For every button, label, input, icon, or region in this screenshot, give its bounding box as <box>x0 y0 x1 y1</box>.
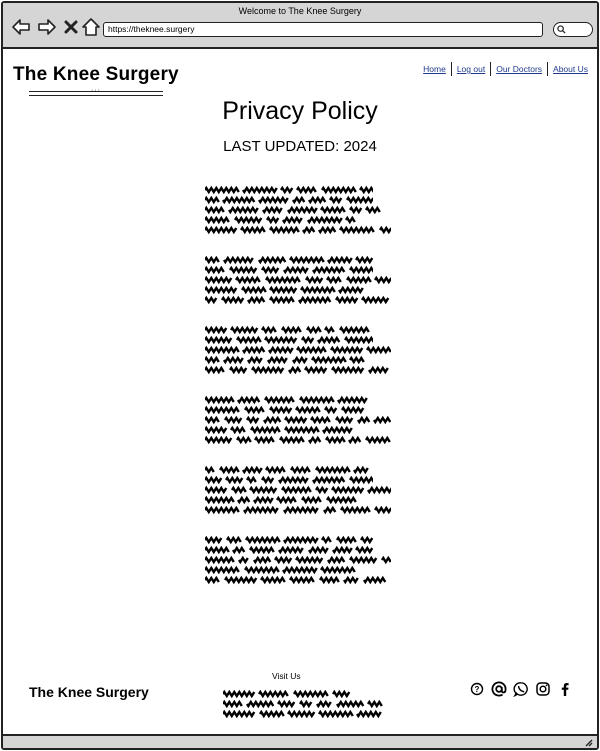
policy-paragraph <box>205 255 391 305</box>
placeholder-text-line <box>205 405 373 415</box>
policy-paragraph <box>205 185 391 235</box>
browser-toolbar <box>3 3 597 49</box>
placeholder-text-line <box>205 555 391 565</box>
address-bar[interactable]: https://theknee.surgery <box>103 22 543 37</box>
site-brand[interactable]: The Knee Surgery <box>13 64 179 85</box>
placeholder-text-line <box>223 689 353 699</box>
window-title: Welcome to The Knee Surgery <box>238 6 362 16</box>
footer-brand: The Knee Surgery <box>29 684 149 700</box>
facebook-icon[interactable] <box>557 681 573 697</box>
back-button[interactable] <box>11 17 31 37</box>
placeholder-text-line <box>205 255 373 265</box>
social-links <box>469 681 573 697</box>
placeholder-text-line <box>205 285 365 295</box>
forward-arrow-icon <box>37 17 57 37</box>
placeholder-text-line <box>205 545 373 555</box>
placeholder-text-line <box>205 495 365 505</box>
svg-text:?: ? <box>474 685 480 694</box>
search-icon <box>557 25 566 34</box>
placeholder-text-line <box>205 295 391 305</box>
placeholder-text-line <box>205 365 391 375</box>
brand-dots: ··· <box>91 87 101 94</box>
back-arrow-icon <box>11 17 31 37</box>
at-email-icon[interactable] <box>491 681 507 697</box>
placeholder-text-line <box>205 535 373 545</box>
placeholder-text-line <box>205 325 373 335</box>
home-icon <box>81 17 101 37</box>
placeholder-text-line <box>205 505 391 515</box>
browser-window <box>1 1 599 750</box>
placeholder-text-line <box>205 335 373 345</box>
browser-search-field[interactable] <box>553 22 593 37</box>
placeholder-text-line <box>205 565 365 575</box>
forward-button[interactable] <box>37 17 57 37</box>
last-updated: LAST UPDATED: 2024 <box>223 138 377 155</box>
nav-home-link[interactable]: Home <box>423 64 446 74</box>
placeholder-text-line <box>205 185 373 195</box>
placeholder-text-line <box>205 265 373 275</box>
placeholder-text-line <box>205 195 373 205</box>
close-icon <box>61 17 81 37</box>
placeholder-text-line <box>205 465 373 475</box>
policy-paragraph <box>205 465 391 515</box>
instagram-icon[interactable] <box>535 681 551 697</box>
nav-logout-link[interactable]: Log out <box>451 62 490 76</box>
policy-paragraph <box>205 325 391 375</box>
placeholder-text-line <box>205 275 391 285</box>
nav-about-link[interactable]: About Us <box>547 62 593 76</box>
help-icon[interactable] <box>469 681 485 697</box>
whatsapp-icon[interactable] <box>513 681 529 697</box>
placeholder-text-line <box>205 215 365 225</box>
placeholder-text-line <box>223 709 383 719</box>
top-navigation <box>418 62 593 76</box>
visit-us-label: Visit Us <box>272 671 301 681</box>
placeholder-text-line <box>205 485 391 495</box>
placeholder-text-line <box>205 395 373 405</box>
status-bar <box>3 734 597 748</box>
placeholder-text-line <box>205 355 365 365</box>
policy-paragraph <box>205 535 391 585</box>
home-button[interactable] <box>81 17 101 37</box>
page-title: Privacy Policy <box>222 97 378 125</box>
placeholder-text-line <box>205 475 373 485</box>
placeholder-text-line <box>205 425 365 435</box>
placeholder-text-line <box>205 345 391 355</box>
stop-button[interactable] <box>61 17 81 37</box>
resize-grip-icon[interactable] <box>583 737 593 747</box>
placeholder-text-line <box>223 699 383 709</box>
footer-address-text <box>223 689 383 719</box>
placeholder-text-line <box>205 435 391 445</box>
nav-doctors-link[interactable]: Our Doctors <box>490 62 547 76</box>
policy-paragraph <box>205 395 391 445</box>
placeholder-text-line <box>205 575 391 585</box>
placeholder-text-line <box>205 225 391 235</box>
placeholder-text-line <box>205 205 391 215</box>
placeholder-text-line <box>205 415 391 425</box>
